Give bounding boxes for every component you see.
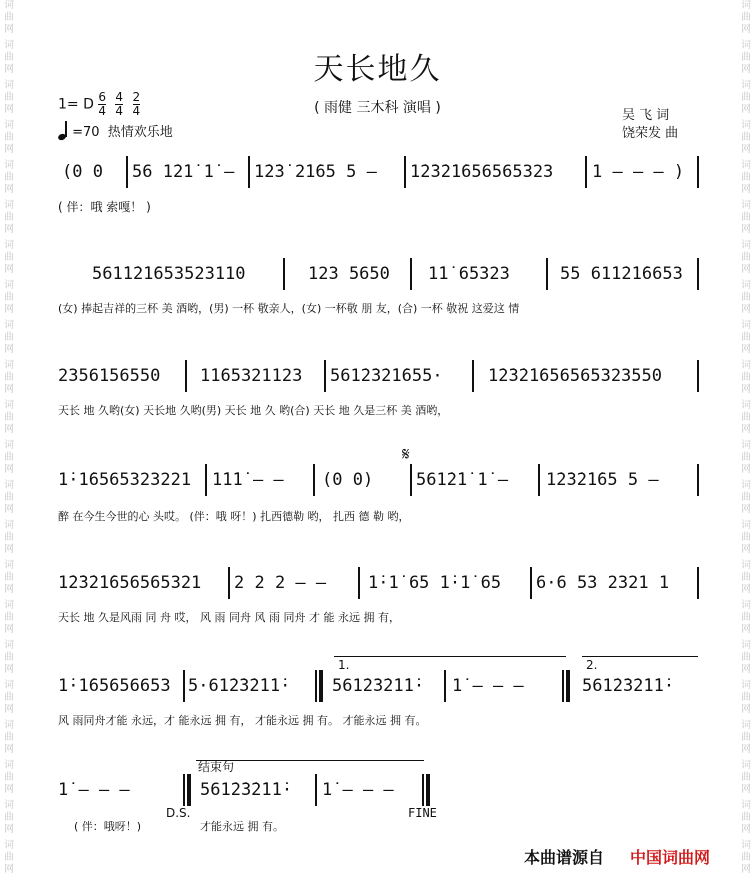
watermark-right: 词 曲 网 词 曲 网 词 曲 网 词 曲 网 词 曲 网 词 曲 网 词 曲 网 词 曲 网 词 曲 网 词 曲 网 词 曲 网 词 曲 网 词 曲 网 词 曲 网 词 曲 网 词 曲 网 词 曲 网 词 曲 网 词 曲 网 词 曲 网 词 曲 网 词 曲 网 [741, 0, 751, 875]
mood-text: 热情欢乐地 [107, 125, 173, 140]
barline [313, 464, 315, 496]
barline [183, 774, 185, 806]
barline [358, 567, 360, 599]
barline [404, 156, 406, 188]
barline [697, 360, 699, 392]
barline [422, 774, 424, 806]
lyric-line-3: 天长 地 久哟(女) 天长地 久哟(男) 天长 地 久 哟(合) 天长 地 久是三杯 美 酒哟， [58, 404, 449, 417]
barline [562, 670, 564, 702]
measure: 561̇2̇3̇2̇1̇655· [330, 366, 443, 386]
barline [530, 567, 532, 599]
lyric-line-6: 风 雨同舟才能 永远，才 能永远 拥 有， 才能永远 拥 有。 才能永远 拥 有。 [58, 714, 427, 727]
barline [315, 670, 317, 702]
final-barline [426, 774, 430, 806]
barline [472, 360, 474, 392]
key-label: 1= D [58, 96, 94, 113]
measure: 2 2 2 – – [234, 573, 327, 593]
measure: 561̇1̇2̇1̇653523110 [92, 264, 246, 284]
site-name: 中国词曲网 [630, 848, 711, 867]
song-title: 天长地久 [313, 52, 442, 87]
measure: 1̇1̇65321123 [200, 366, 303, 386]
lyric-line-5: 天长 地 久是风雨 同 舟 哎， 风 雨 同舟 风 雨 同舟 才 能 永远 拥 有， [58, 611, 400, 624]
barline [538, 464, 540, 496]
barline [183, 670, 185, 702]
tempo-marking [58, 121, 173, 140]
barline [546, 258, 548, 290]
barline [410, 258, 412, 290]
measure: 561̇2̇1̇ 1̇ – [416, 470, 509, 490]
lyric-line-2: (女) 捧起吉祥的三杯 美 酒哟，(男) 一杯 敬亲人，(女) 一杯敬 朋 友，(合) 一杯 敬祝 这爱这 情 [58, 302, 520, 315]
barline [697, 464, 699, 496]
segno-icon: 𝄋 [402, 444, 410, 465]
barline [697, 156, 699, 188]
measure: 1̇ – – – [452, 676, 524, 696]
barline [185, 360, 187, 392]
barline [697, 258, 699, 290]
measure: (0 0) [322, 470, 374, 490]
barline [228, 567, 230, 599]
repeat-barline [566, 670, 570, 702]
lyric-line-1: ( 伴：哦 索嘎！ ) [58, 200, 151, 214]
volta-2-bracket [582, 656, 698, 657]
measure: (0 0 [62, 162, 103, 182]
measure: 1̇1̇ 65323 [428, 264, 510, 284]
measure: 56 1̇2̇1̇ 1̇ – [132, 162, 235, 182]
measure: 5·61̇2̇3̇2̇1̇1̇· [188, 676, 291, 696]
measure: 1̇·1̇65656653 [58, 676, 171, 696]
time-signature-3: $\frac{2}{4}$ [132, 90, 141, 118]
key-signature [58, 91, 145, 118]
measure: 1̇2̇3̇2̇1̇656565323550 [488, 366, 662, 386]
measure: 1̇2̇3̇ 2̇1̇65 5 – [254, 162, 377, 182]
barline [315, 774, 317, 806]
measure: 2356156550 [58, 366, 161, 386]
double-barline [187, 774, 191, 806]
watermark-left: 词 曲 网 词 曲 网 词 曲 网 词 曲 网 词 曲 网 词 曲 网 词 曲 网 词 曲 网 词 曲 网 词 曲 网 词 曲 网 词 曲 网 词 曲 网 词 曲 网 词 曲 网 词 曲 网 词 曲 网 词 曲 网 词 曲 网 词 曲 网 词 曲 网 词 曲 网 [4, 0, 14, 875]
volta-1-label: 1. [338, 658, 350, 672]
measure: 6·6 53 2321 1 [536, 573, 670, 593]
time-signature-2: $\frac{4}{4}$ [115, 90, 124, 118]
lyric-line-7-right: 才能永远 拥 有。 [200, 820, 284, 833]
quarter-note-icon [58, 122, 68, 140]
lyric-line-4: 醉 在今生今世的心 头哎。 (伴：哦 呀！) 扎西德勒 哟， 扎西 德 勒 哟， [58, 510, 410, 523]
measure: 123 5650 [308, 264, 390, 284]
volta-2-label: 2. [586, 658, 598, 672]
coda-label: 结束句 [198, 760, 235, 774]
barline [248, 156, 250, 188]
performers: ( 雨健 三木科 演唱 ) [314, 100, 441, 116]
measure: 1̇2̇3̇2̇1̇65 5 – [546, 470, 659, 490]
barline [410, 464, 412, 496]
measure: 561̇2̇3̇2̇1̇1̇· [582, 676, 675, 696]
measure: 1̇·1̇6565323221 [58, 470, 192, 490]
measure: 55 61̇1̇2̇1̇6653 [560, 264, 683, 284]
measure: 1 – – – ) [592, 162, 685, 182]
composer-credit: 饶荣发 曲 [622, 126, 679, 141]
lyricist-credit: 吴 飞 词 [622, 108, 670, 123]
measure: 1̇ – – – [322, 780, 394, 800]
measure: 561̇2̇3̇2̇1̇1̇· [332, 676, 425, 696]
source-text: 本曲谱源自 [524, 848, 605, 867]
barline [444, 670, 446, 702]
barline [697, 567, 699, 599]
tempo-value: =70 [72, 125, 100, 140]
barline [324, 360, 326, 392]
barline [126, 156, 128, 188]
lyric-line-7-left: ( 伴：哦呀！) [74, 820, 142, 833]
fine-label: FINE [408, 806, 437, 820]
measure: 1̇1̇1̇ – – [212, 470, 284, 490]
barline [283, 258, 285, 290]
volta-1-bracket [334, 656, 566, 657]
measure: 1̇2̇3̇2̇1̇656565323 [410, 162, 554, 182]
repeat-barline [319, 670, 323, 702]
measure: 1̇2̇3̇2̇1̇656565321 [58, 573, 202, 593]
barline [205, 464, 207, 496]
measure: 1̇ – – – [58, 780, 130, 800]
time-signature-1: $\frac{6}{4}$ [98, 90, 106, 118]
dal-segno-label: D.S. [166, 806, 191, 820]
measure: 1̇·1̇ 65 1̇·1̇ 65 [368, 573, 502, 593]
barline [585, 156, 587, 188]
measure: 561̇2̇3̇2̇1̇1̇· [200, 780, 293, 800]
